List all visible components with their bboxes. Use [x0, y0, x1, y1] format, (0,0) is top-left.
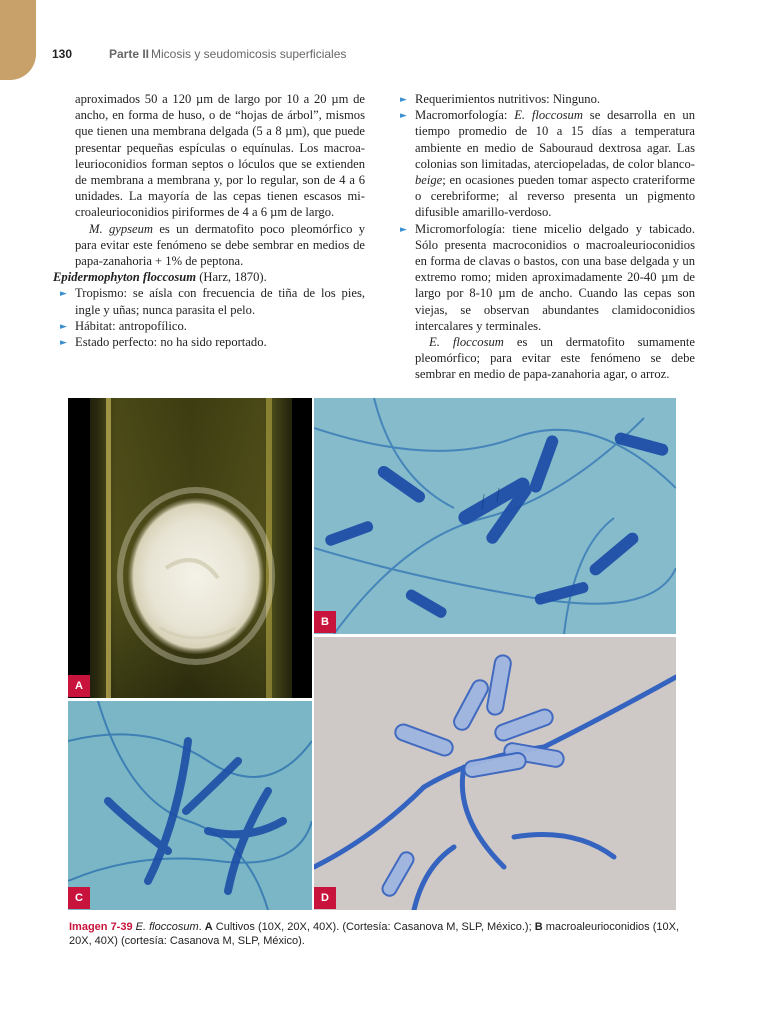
bullet-estado-perfecto [53, 334, 365, 350]
bullet-tropismo [53, 285, 365, 317]
panel-label-c: C [68, 887, 90, 909]
species-heading [53, 269, 365, 285]
bullet-arrow-icon: ► [60, 321, 67, 332]
panel-c-micrograph [68, 701, 312, 910]
bullet-arrow-icon: ► [60, 338, 67, 349]
micro-text: Micromorfología: tiene micelio delgado y tabicado. Sólo presenta macroconidios o macroaleurioconidios en forma de clavas o bastos, con una base delgada y un extremo romo; miden aproximadamente 20-40 µm de largo por 8-10 µm de ancho. Cuando las cepas son viejas, se observan abundantes clamidoconidios intercalares y terminales. [415, 221, 695, 333]
right-bullet-list [393, 91, 695, 334]
caption-a-letter: A [204, 921, 213, 933]
bullet-macromorfologia [393, 107, 695, 220]
macro-beige: beige [415, 173, 443, 188]
chapter-title: Micosis y seudomicosis superficiales [151, 47, 347, 61]
right-column [393, 91, 695, 383]
bullet-text: Hábitat: antropofílico. [75, 318, 187, 333]
gypseum-paragraph [75, 221, 365, 270]
caption-b-letter: B [534, 921, 543, 933]
caption-a-text: Cultivos (10X, 20X, 40X). (Cortesía: Casanova M, SLP, México.); [212, 921, 535, 933]
closing-paragraph [393, 334, 695, 383]
panel-d-micrograph [314, 637, 676, 910]
gypseum-species: M. gypseum [89, 221, 154, 236]
bullet-text: Estado perfecto: no ha sido reportado. [75, 335, 267, 350]
page-corner-tab [0, 0, 36, 80]
bullet-arrow-icon: ► [60, 289, 67, 300]
bullet-text: Tropismo: se aísla con frecuencia de tiña de los pies, ingle y uñas; nunca parasita el pelo. [75, 286, 365, 317]
panel-a-culture-photo [68, 398, 312, 698]
caption-species: E. floccosum [135, 921, 199, 933]
continued-paragraph-block [53, 91, 365, 269]
panel-label-a: A [68, 675, 90, 697]
caption-b-text: macroaleurioconidios (10X, 20X, 40X) (cortesía: Casanova M, SLP, México). [69, 921, 680, 947]
caption-label: Imagen 7-39 [69, 921, 133, 933]
bullet-arrow-icon: ► [400, 224, 407, 235]
panel-b-micrograph [314, 398, 676, 634]
macro-label: Macromorfología: [415, 108, 515, 123]
continued-paragraph: aproximados 50 a 120 µm de largo por 10 a 20 µm de ancho, en forma de huso, o de “hojas de árbol”, mismos que tienen una membrana delgada (5 a 8 µm), que puede presentar pequeñas espículas o equínulas. Los macroaleurioconidios forman septos o lóculos que se extienden de membrana a membrana y, por lo regular, son de 4 a 6 unidades. La mayoría de las cepas tienen escasos microaleurioconidios piriformes de 4 a 6 µm de largo. [75, 92, 365, 220]
figure-caption: Imagen 7-39 E. floccosum. A Cultivos (10X, 20X, 40X). (Cortesía: Casanova M, SLP, México.); B macroaleurioconidios (10X, 20X, 40X) (cortesía: Casanova M, SLP, México). [69, 921, 680, 947]
running-header [52, 47, 728, 65]
page-number: 130 [52, 47, 73, 61]
gypseum-text: es un dermatofito poco pleomórfico y para evitar este fenómeno se debe sembrar en medios de papa-zanahoria + 1% de peptona. [75, 221, 365, 269]
macro-text-1: se desarrolla en un tiempo promedio de 10 a 15 días a temperatura ambiente en medio de Sabouraud dextrosa agar. Las colonias son limitadas, aterciopeladas, de color blanco- [415, 108, 695, 171]
closing-text: es un dermatofito sumamente pleomórfico; para evitar este fenómeno se debe sembrar en medio de papa-zanahoria agar, o arroz. [415, 335, 695, 382]
part-label: Parte II [109, 47, 150, 61]
left-bullet-list [53, 285, 365, 350]
macro-text-2: ; en ocasiones pueden tomar aspecto crateriforme o cerebriforme; al reverso presenta un pigmento difusible amarillo-verdoso. [415, 173, 695, 220]
bullet-micromorfologia [393, 221, 695, 334]
bullet-arrow-icon: ► [400, 95, 407, 105]
species-heading-name: Epidermophyton floccosum [53, 270, 197, 285]
panel-label-b: B [314, 611, 336, 633]
left-column [53, 91, 365, 350]
closing-species: E. floccosum [429, 335, 504, 350]
bullet-arrow-icon: ► [400, 111, 407, 122]
figure-7-39 [68, 398, 676, 910]
species-heading-author: (Harz, 1870). [196, 270, 267, 285]
bullet-nutrition [393, 91, 695, 107]
panel-label-d: D [314, 887, 336, 909]
bullet-text: Requerimientos nutritivos: Ninguno. [415, 92, 601, 106]
bullet-habitat [53, 318, 365, 334]
macro-species: E. floccosum [514, 108, 583, 123]
